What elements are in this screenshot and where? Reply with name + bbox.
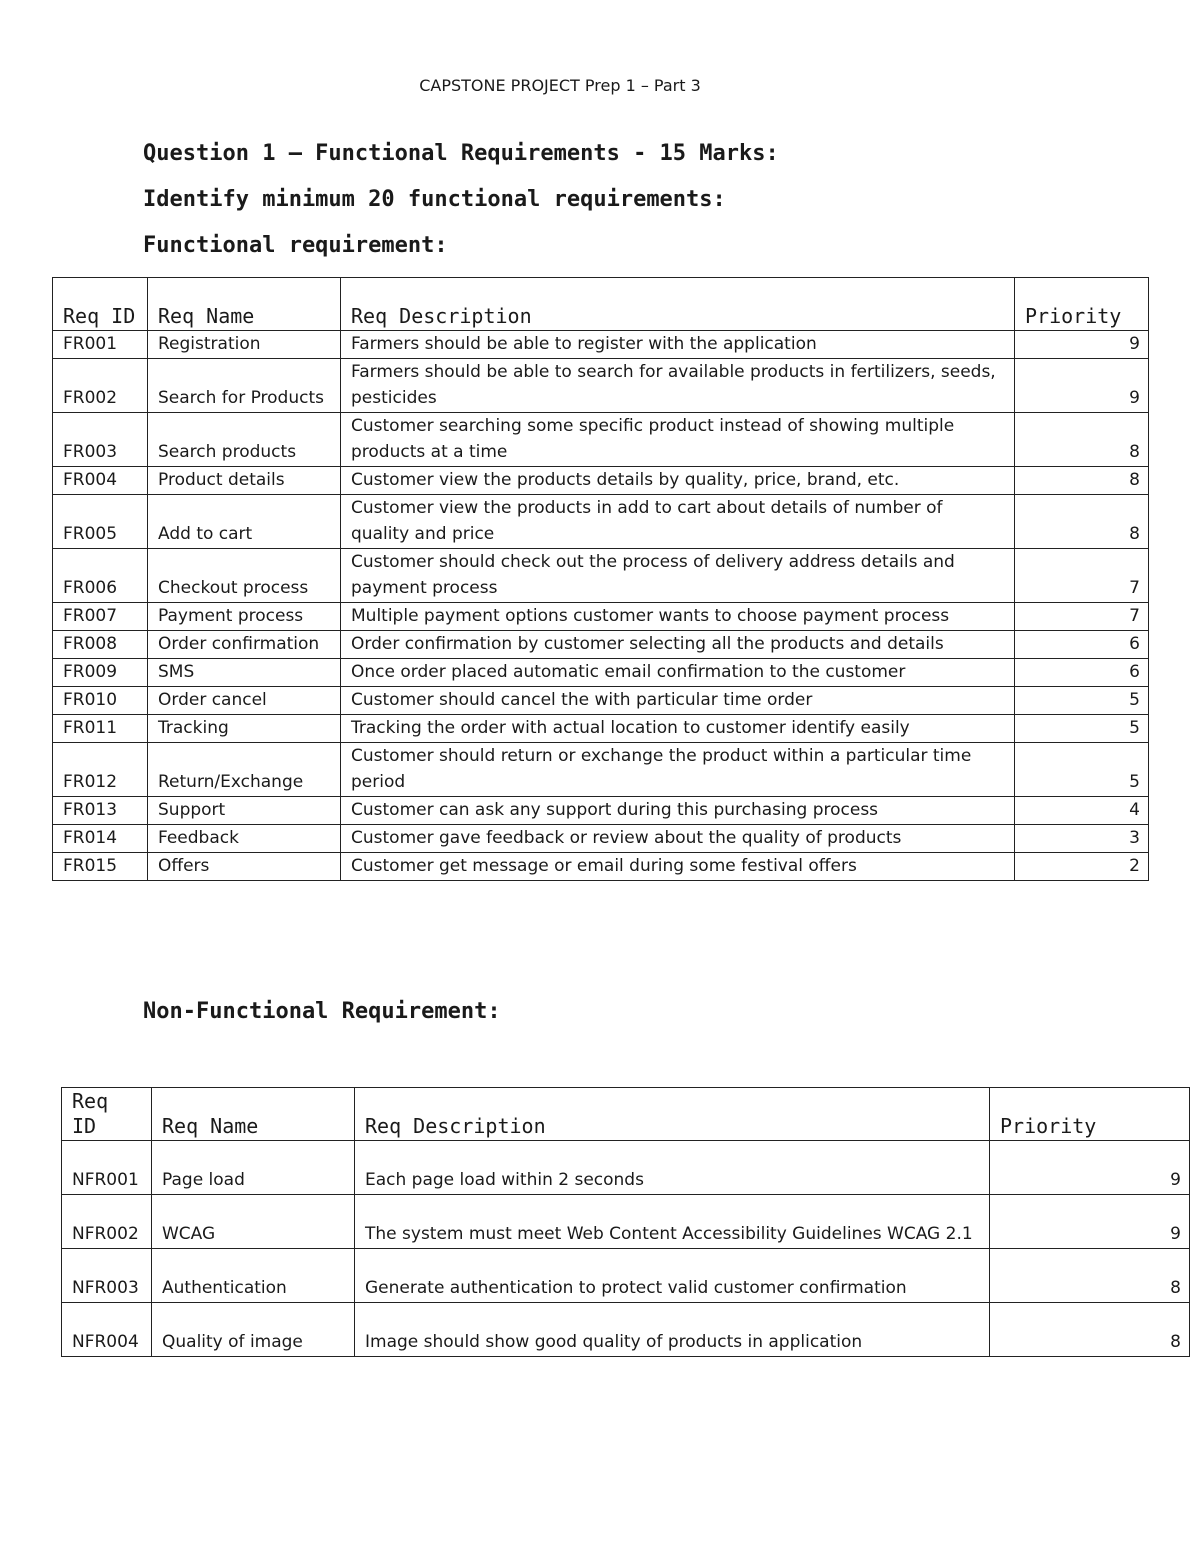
cell-priority: 5 xyxy=(1015,715,1149,743)
cell-id: FR001 xyxy=(53,331,148,359)
cell-name: Add to cart xyxy=(148,495,341,549)
cell-name: SMS xyxy=(148,659,341,687)
table-row xyxy=(53,687,1149,715)
question-title: Question 1 – Functional Requirements - 15 Marks: xyxy=(143,141,779,166)
cell-description: Farmers should be able to register with the application xyxy=(341,331,1015,359)
cell-name: Order confirmation xyxy=(148,631,341,659)
cell-description: Farmers should be able to search for available products in fertilizers, seeds, pesticides xyxy=(341,359,1015,413)
cell-name: Product details xyxy=(148,467,341,495)
cell-id: NFR004 xyxy=(62,1303,152,1357)
cell-description: Customer can ask any support during this purchasing process xyxy=(341,797,1015,825)
col-header-id: Req ID xyxy=(62,1088,152,1141)
cell-id: FR015 xyxy=(53,853,148,881)
cell-name: Quality of image xyxy=(152,1303,355,1357)
cell-id: FR009 xyxy=(53,659,148,687)
cell-id: FR010 xyxy=(53,687,148,715)
cell-id: FR003 xyxy=(53,413,148,467)
cell-id: NFR001 xyxy=(62,1141,152,1195)
functional-requirements-table xyxy=(52,277,1149,881)
cell-priority: 8 xyxy=(990,1303,1190,1357)
table-row xyxy=(53,825,1149,853)
cell-description: The system must meet Web Content Accessibility Guidelines WCAG 2.1 xyxy=(355,1195,990,1249)
col-header-description: Req Description xyxy=(341,278,1015,331)
cell-priority: 2 xyxy=(1015,853,1149,881)
cell-description: Customer view the products in add to cart about details of number of quality and price xyxy=(341,495,1015,549)
col-header-id: Req ID xyxy=(53,278,148,331)
cell-id: FR011 xyxy=(53,715,148,743)
cell-description: Once order placed automatic email confirmation to the customer xyxy=(341,659,1015,687)
table-row xyxy=(53,331,1149,359)
fr-heading: Functional requirement: xyxy=(143,233,448,258)
cell-description: Customer gave feedback or review about the quality of products xyxy=(341,825,1015,853)
cell-description: Each page load within 2 seconds xyxy=(355,1141,990,1195)
cell-description: Customer should return or exchange the product within a particular time period xyxy=(341,743,1015,797)
cell-name: Return/Exchange xyxy=(148,743,341,797)
col-header-priority: Priority xyxy=(1015,278,1149,331)
table-row xyxy=(53,715,1149,743)
cell-priority: 8 xyxy=(1015,413,1149,467)
cell-description: Generate authentication to protect valid customer confirmation xyxy=(355,1249,990,1303)
cell-name: Offers xyxy=(148,853,341,881)
cell-name: Support xyxy=(148,797,341,825)
table-row xyxy=(53,797,1149,825)
table-row xyxy=(53,413,1149,467)
cell-priority: 8 xyxy=(1015,467,1149,495)
nfr-heading: Non-Functional Requirement: xyxy=(143,999,501,1024)
cell-name: Authentication xyxy=(152,1249,355,1303)
cell-priority: 8 xyxy=(990,1249,1190,1303)
table-row xyxy=(53,631,1149,659)
cell-name: WCAG xyxy=(152,1195,355,1249)
cell-priority: 3 xyxy=(1015,825,1149,853)
cell-priority: 6 xyxy=(1015,631,1149,659)
cell-description: Multiple payment options customer wants to choose payment process xyxy=(341,603,1015,631)
cell-description: Customer get message or email during some festival offers xyxy=(341,853,1015,881)
cell-name: Registration xyxy=(148,331,341,359)
cell-id: NFR002 xyxy=(62,1195,152,1249)
table-row xyxy=(62,1249,1190,1303)
cell-priority: 7 xyxy=(1015,549,1149,603)
cell-id: FR013 xyxy=(53,797,148,825)
cell-description: Customer should cancel the with particular time order xyxy=(341,687,1015,715)
cell-name: Checkout process xyxy=(148,549,341,603)
cell-id: FR007 xyxy=(53,603,148,631)
cell-id: FR002 xyxy=(53,359,148,413)
cell-priority: 9 xyxy=(990,1195,1190,1249)
cell-name: Feedback xyxy=(148,825,341,853)
fr-table-body xyxy=(53,331,1149,881)
cell-name: Search for Products xyxy=(148,359,341,413)
table-row xyxy=(62,1141,1190,1195)
table-row xyxy=(53,467,1149,495)
col-header-name: Req Name xyxy=(148,278,341,331)
cell-description: Tracking the order with actual location to customer identify easily xyxy=(341,715,1015,743)
cell-priority: 8 xyxy=(1015,495,1149,549)
cell-priority: 5 xyxy=(1015,743,1149,797)
cell-priority: 4 xyxy=(1015,797,1149,825)
nfr-table-body xyxy=(62,1141,1190,1357)
cell-description: Customer view the products details by quality, price, brand, etc. xyxy=(341,467,1015,495)
cell-priority: 7 xyxy=(1015,603,1149,631)
cell-priority: 9 xyxy=(990,1141,1190,1195)
cell-name: Page load xyxy=(152,1141,355,1195)
col-header-name: Req Name xyxy=(152,1088,355,1141)
cell-id: FR008 xyxy=(53,631,148,659)
cell-id: FR014 xyxy=(53,825,148,853)
cell-name: Tracking xyxy=(148,715,341,743)
cell-description: Customer searching some specific product instead of showing multiple products at a time xyxy=(341,413,1015,467)
cell-description: Image should show good quality of products in application xyxy=(355,1303,990,1357)
col-header-description: Req Description xyxy=(355,1088,990,1141)
cell-id: NFR003 xyxy=(62,1249,152,1303)
cell-priority: 5 xyxy=(1015,687,1149,715)
table-row xyxy=(53,743,1149,797)
cell-name: Search products xyxy=(148,413,341,467)
cell-priority: 9 xyxy=(1015,359,1149,413)
cell-priority: 6 xyxy=(1015,659,1149,687)
cell-id: FR005 xyxy=(53,495,148,549)
table-row xyxy=(53,659,1149,687)
table-row xyxy=(53,359,1149,413)
instruction-text: Identify minimum 20 functional requirements: xyxy=(143,187,726,212)
table-row xyxy=(53,495,1149,549)
cell-priority: 9 xyxy=(1015,331,1149,359)
non-functional-requirements-table xyxy=(61,1087,1190,1357)
cell-name: Payment process xyxy=(148,603,341,631)
table-row xyxy=(53,549,1149,603)
table-row xyxy=(62,1303,1190,1357)
page-header: CAPSTONE PROJECT Prep 1 – Part 3 xyxy=(419,76,701,95)
table-row xyxy=(53,853,1149,881)
table-row xyxy=(53,603,1149,631)
col-header-priority: Priority xyxy=(990,1088,1190,1141)
cell-description: Order confirmation by customer selecting all the products and details xyxy=(341,631,1015,659)
cell-id: FR004 xyxy=(53,467,148,495)
table-row xyxy=(62,1195,1190,1249)
cell-description: Customer should check out the process of delivery address details and payment process xyxy=(341,549,1015,603)
cell-id: FR006 xyxy=(53,549,148,603)
cell-id: FR012 xyxy=(53,743,148,797)
table-header-row xyxy=(62,1088,1190,1141)
table-header-row xyxy=(53,278,1149,331)
cell-name: Order cancel xyxy=(148,687,341,715)
